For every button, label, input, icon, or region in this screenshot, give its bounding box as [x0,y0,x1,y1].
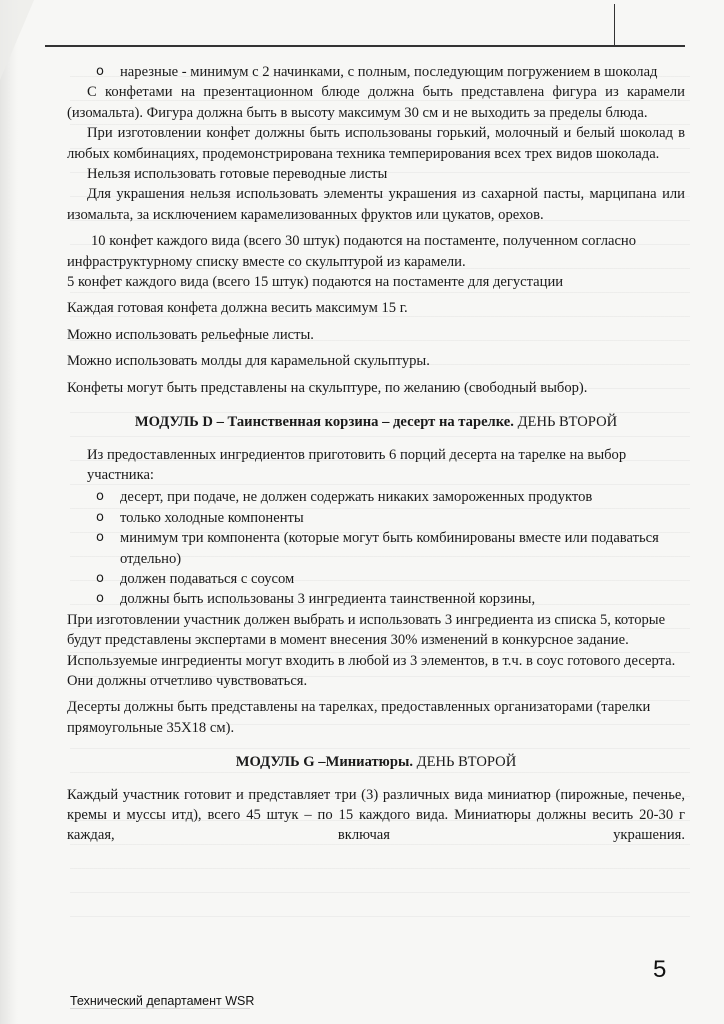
module-g-text: Каждый участник готовит и представляет три (3) различных вида миниатюр (пирожные, печенье, кремы и муссы итд), всего 45 штук – по 15 каждого вида. Миниатюры должны весить 20-30 г каждая, включая украшения. [67,786,685,844]
paragraph: Конфеты могут быть представлены на скульптуре, по желанию (свободный выбор). [67,379,588,396]
list-item: o нарезные - минимум с 2 начинками, с полным, последующим погружением в шоколад [67,62,685,82]
header-tick [614,4,615,46]
paragraph: Можно использовать молды для карамельной скульптуры. [67,353,430,370]
top-bullet-list [67,62,685,82]
paragraph: Нельзя использовать готовые переводные листы [87,166,388,183]
module-d-day: ДЕНЬ ВТОРОЙ [513,414,618,431]
header-rule [45,45,685,47]
page-number: 5 [653,956,667,983]
paragraph: 5 конфет каждого вида (всего 15 штук) подаются на постаменте для дегустации [67,274,564,291]
list-item: o должны быть использованы 3 ингредиента таинственной корзины, [67,589,685,609]
paragraph: При изготовлении участник должен выбрать и использовать 3 ингредиента из списка 5, которые будут представлены экспертами в момент внесения 30% изменений в конкурсное задание. Используемые ингредиенты могут входить в любой из 3 элементов, в т.ч. в соус готового десерта. Они должны отчетливо чувствоваться. [67,611,676,689]
module-g-title: МОДУЛЬ G –Миниатюры. [235,754,413,771]
paragraph: 10 конфет каждого вида (всего 30 штук) подаются на постаменте, полученном согласно инфраструктурному списку вместе со скульптурой из карамели. [67,233,637,270]
bullet-marker: o [96,530,104,546]
bullet-marker: o [96,64,104,79]
paragraph: Каждая готовая конфета должна весить максимум 15 г. [67,300,408,317]
module-d-heading [67,412,685,432]
paragraph: Для украшения нельзя использовать элементы украшения из сахарной пасты, марципана или изомальта, за исключением карамелизованных фруктов или цукатов, орехов. [67,186,685,223]
bullet-marker: o [96,570,104,586]
bullet-marker: o [96,509,104,525]
scan-edge [0,0,18,1024]
page-body [67,62,685,846]
bullet-marker: o [96,489,104,505]
module-d-title: МОДУЛЬ D – Таинственная корзина – десерт на тарелке. [134,414,514,431]
page-corner-fold [0,0,34,80]
paragraph: С конфетами на презентационном блюде должна быть представлена фигура из карамели (изомальта). Фигура должна быть в высоту максимум 30 см и не выходить за пределы блюда. [67,84,685,121]
paragraph: Можно использовать рельефные листы. [67,326,314,343]
module-d-bullets [67,487,685,609]
list-item: o должен подаваться с соусом [67,569,685,589]
module-d-intro: Из предоставленных ингредиентов приготовить 6 порций десерта на тарелке на выбор участника: [87,446,627,483]
module-g-day: ДЕНЬ ВТОРОЙ [413,754,517,771]
footer-bleed-line [70,1008,250,1010]
paragraph: Десерты должны быть представлены на тарелках, предоставленных организаторами (тарелки прямоугольные 35Х18 см). [67,699,651,736]
module-g-heading [67,752,685,772]
list-item: o только холодные компоненты [67,508,685,528]
bullet-marker: o [96,591,104,607]
list-item: o минимум три компонента (которые могут быть комбинированы вместе или подаваться отдельно) [96,530,659,567]
list-item: o десерт, при подаче, не должен содержать никаких замороженных продуктов [67,487,685,507]
footer-text: Технический департамент WSR [70,994,255,1008]
paragraph: При изготовлении конфет должны быть использованы горький, молочный и белый шоколад в любых комбинациях, продемонстрирована техника темперирования всех трех видов шоколада. [67,125,685,162]
